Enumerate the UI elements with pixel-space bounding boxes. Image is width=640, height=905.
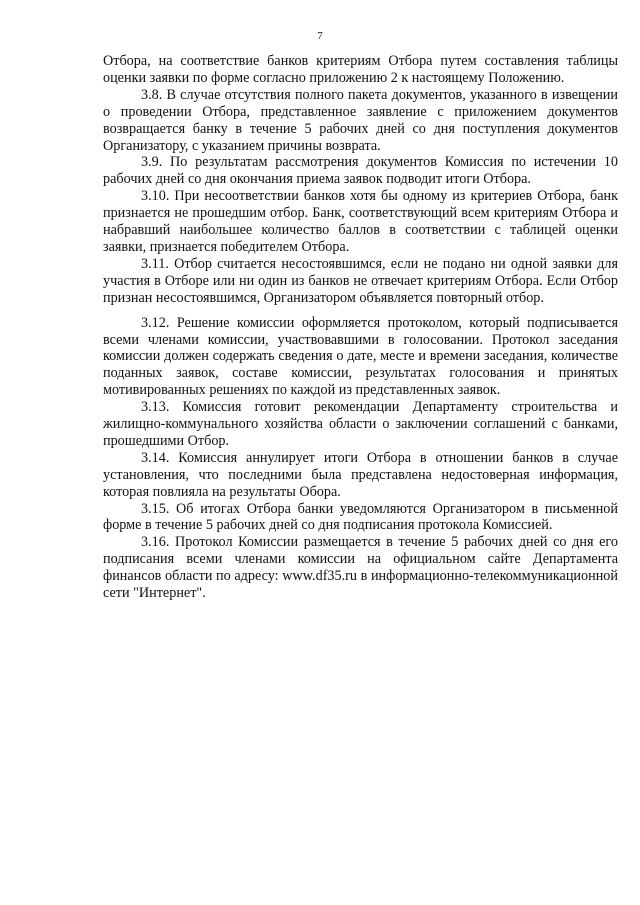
paragraph-3-15: 3.15. Об итогах Отбора банки уведомляются Организатором в письменной форме в течение 5 рабочих дней со дня подписания протокола Комиссией. — [103, 500, 618, 534]
document-body — [103, 53, 618, 602]
paragraph-continuation: Отбора, на соответствие банков критериям Отбора путем составления таблицы оценки заявки по форме согласно приложению 2 к настоящему Положению. — [103, 53, 618, 86]
page-number: 7 — [317, 30, 323, 42]
paragraph-3-9: 3.9. По результатам рассмотрения документов Комиссия по истечении 10 рабочих дней со дня окончания приема заявок подводит итоги Отбора. — [103, 154, 618, 188]
paragraph-3-14: 3.14. Комиссия аннулирует итоги Отбора в отношении банков в случае установления, что последними была представлена недостоверная информация, которая повлияла на результаты Обора. — [103, 449, 618, 500]
paragraph-3-16: 3.16. Протокол Комиссии размещается в течение 5 рабочих дней со дня его подписания всеми членами комиссии на официальном сайте Департамента финансов области по адресу: www.df35.ru в информационно-телекоммуникационной сети "Интернет". — [103, 534, 618, 602]
paragraph-3-13: 3.13. Комиссия готовит рекомендации Департаменту строительства и жилищно-коммунального хозяйства области о заключении соглашений с банками, прошедшими Отбор. — [103, 399, 618, 449]
paragraph-3-8: 3.8. В случае отсутствия полного пакета документов, указанного в извещении о проведении Отбора, представленное заявление с приложением документов возвращается банку в течение 5 рабочих дней со дня поступления документов Организатору, с указанием причины возврата. — [103, 86, 618, 154]
paragraph-3-11: 3.11. Отбор считается несостоявшимся, если не подано ни одной заявки для участия в Отборе или ни один из банков не отвечает критериям Отбора. Если Отбор признан несостоявшимся, Организатором объявляется повторный отбор. — [103, 255, 618, 306]
paragraph-3-10: 3.10. При несоответствии банков хотя бы одному из критериев Отбора, банк признается не прошедшим отбор. Банк, соответствующий всем критериям Отбора и набравший наибольшее количество баллов в соответствии с таблицей оценки заявки, признается победителем Отбора. — [103, 188, 618, 255]
paragraph-3-12: 3.12. Решение комиссии оформляется протоколом, который подписывается всеми членами комиссии, участвовавшими в голосовании. Протокол заседания комиссии должен содержать сведения о дате, месте и времени заседания, количестве поданных заявок, составе комиссии, результатах голосования и принятых мотивированных решениях по каждой из представленных заявок. — [103, 314, 618, 399]
